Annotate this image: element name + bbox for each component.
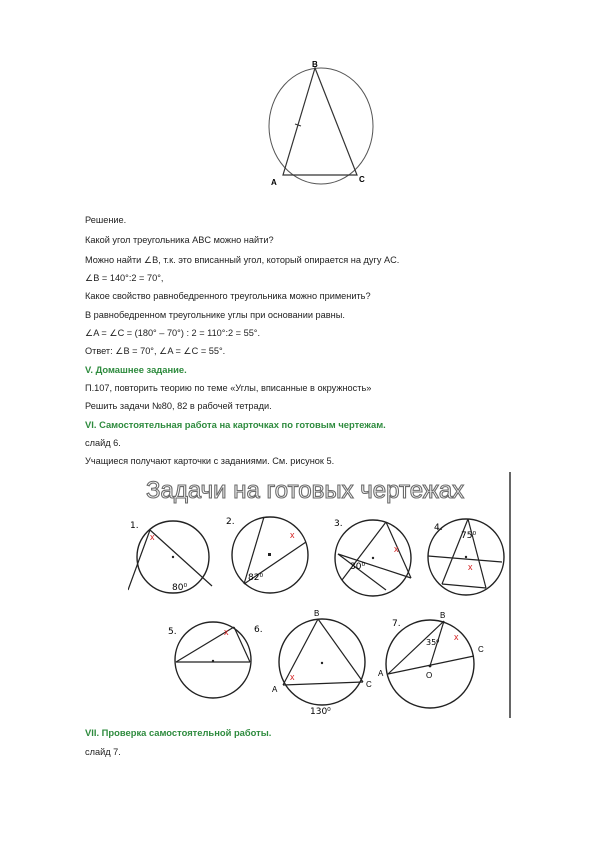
unknown-mark: x bbox=[224, 627, 229, 637]
cards-info: Учащиеся получают карточки с заданиями. См. рисунок 5. bbox=[85, 456, 335, 466]
label-a: A bbox=[272, 685, 278, 694]
problem-number: 5. bbox=[168, 627, 177, 637]
problem-1 bbox=[128, 521, 212, 593]
problem-number: 2. bbox=[226, 517, 235, 527]
angle-label: 130⁰ bbox=[310, 707, 331, 717]
answer-1: Можно найти ∠B, т.к. это вписанный угол, который опирается на дугу AC. bbox=[85, 255, 400, 265]
question-2: Какое свойство равнобедренного треугольника можно применить? bbox=[85, 291, 371, 301]
label-o: O bbox=[426, 671, 433, 680]
unknown-mark: x bbox=[394, 544, 399, 554]
label-c: C bbox=[478, 645, 484, 654]
label-a: A bbox=[271, 178, 277, 187]
tasks-figure bbox=[128, 470, 515, 720]
answer-2: В равнобедренном треугольнике углы при основании равны. bbox=[85, 310, 345, 320]
heading-independent-work: VI. Самостоятельная работа на карточках по готовым чертежам. bbox=[85, 419, 386, 430]
circle bbox=[269, 68, 373, 184]
label-c: C bbox=[359, 175, 365, 184]
problem-number: 4. bbox=[434, 523, 443, 533]
solution-label: Решение. bbox=[85, 215, 127, 225]
homework-2: Решить задачи №80, 82 в рабочей тетради. bbox=[85, 401, 272, 411]
triangle bbox=[283, 68, 357, 175]
homework-1: П.107, повторить теорию по теме «Углы, вписанные в окружность» bbox=[85, 383, 372, 393]
problem-3 bbox=[334, 519, 411, 596]
heading-check: VII. Проверка самостоятельной работы. bbox=[85, 727, 272, 738]
heading-homework: V. Домашнее задание. bbox=[85, 364, 187, 375]
problem-number: 3. bbox=[334, 519, 343, 529]
label-b: B bbox=[440, 611, 446, 620]
calculation-2: ∠A = ∠C = (180° – 70°) : 2 = 110°:2 = 55°. bbox=[85, 328, 261, 338]
angle-label: 80⁰ bbox=[172, 583, 188, 593]
problem-4 bbox=[428, 519, 504, 595]
top-triangle-figure bbox=[265, 58, 385, 188]
problem-7 bbox=[378, 611, 484, 708]
angle-label: 75⁰ bbox=[461, 531, 477, 541]
problem-5 bbox=[168, 622, 251, 698]
slide-6: слайд 6. bbox=[85, 438, 121, 448]
figure-title: Задачи на готовых чертежах bbox=[146, 477, 465, 504]
problem-number: 7. bbox=[392, 619, 401, 629]
calculation-1: ∠B = 140°:2 = 70°, bbox=[85, 273, 164, 283]
problem-6 bbox=[254, 609, 372, 717]
label-b: B bbox=[312, 60, 318, 69]
unknown-mark: x bbox=[290, 530, 295, 540]
question-1: Какой угол треугольника ABC можно найти? bbox=[85, 235, 274, 245]
angle-label: 35⁰ bbox=[426, 638, 440, 647]
angle-label: 82⁰ bbox=[248, 573, 264, 583]
angle-label: 30⁰ bbox=[350, 562, 366, 572]
unknown-mark: x bbox=[454, 632, 459, 642]
problem-2 bbox=[226, 517, 308, 593]
problem-number: 6. bbox=[254, 625, 263, 635]
final-answer: Ответ: ∠B = 70°, ∠A = ∠C = 55°. bbox=[85, 346, 226, 356]
label-b: B bbox=[314, 609, 320, 618]
unknown-mark: x bbox=[468, 562, 473, 572]
label-c: C bbox=[366, 680, 372, 689]
label-a: A bbox=[378, 669, 384, 678]
slide-7: слайд 7. bbox=[85, 747, 121, 757]
problem-number: 1. bbox=[130, 521, 139, 531]
unknown-mark: x bbox=[290, 672, 295, 682]
unknown-mark: x bbox=[150, 532, 155, 542]
